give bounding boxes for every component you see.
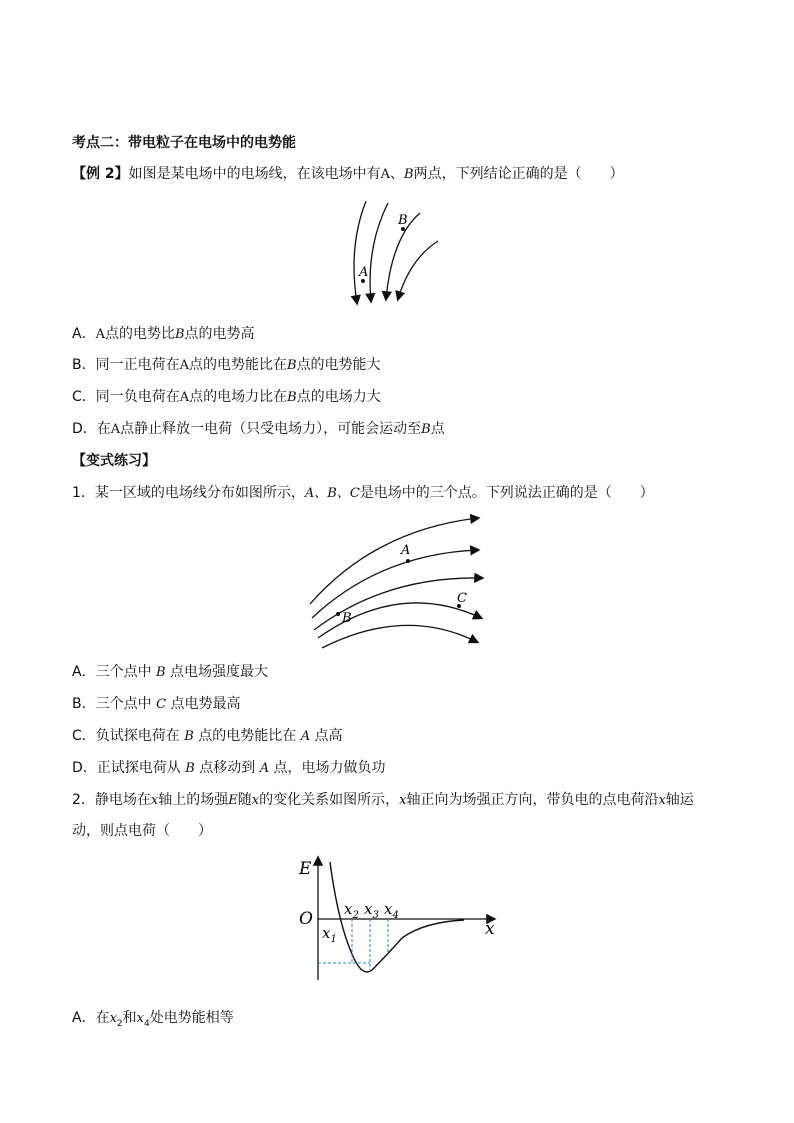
field-line-4 <box>398 241 438 299</box>
field-line-1 <box>354 201 369 303</box>
label-x-axis: x <box>485 919 495 939</box>
example-tag: 【例 2】 <box>72 166 129 182</box>
q1-label-a: A <box>401 543 411 558</box>
example-option-d: D．在A点静止释放一电荷（只受电场力），可能会运动至B点 <box>72 421 445 437</box>
q1-label-c: C <box>457 591 467 606</box>
q1-stem: 1．某一区域的电场线分布如图所示，A、B、C是电场中的三个点。下列说法正确的是（ ） <box>72 485 654 501</box>
label-x4: $x_4$ <box>384 900 399 921</box>
label-b: B <box>398 213 408 228</box>
q1-point-b <box>336 612 340 616</box>
q1-option-d: D．正试探电荷从 B 点移动到 A 点，电场力做负功 <box>72 760 386 776</box>
label-e: E <box>299 859 312 879</box>
q1-field-line-1 <box>310 518 478 604</box>
q1-option-a: A．三个点中 B 点电场强度最大 <box>72 664 269 680</box>
q2-option-a: A．在$x_2$和$x_4$处电势能相等 <box>72 1010 234 1029</box>
label-x1: $x_1$ <box>322 924 337 945</box>
field-line-2 <box>370 203 388 301</box>
q1-point-a <box>406 559 410 563</box>
q2-stem-line2: 动，则点电荷（ ） <box>72 823 212 839</box>
example-option-b: B．同一正电荷在A点的电势能比在B点的电势能大 <box>72 357 381 373</box>
q1-field-lines-figure <box>305 512 490 654</box>
practice-header: 【变式练习】 <box>72 453 156 469</box>
example-option-a: A．A点的电势比B点的电势高 <box>72 326 255 342</box>
example-2-question: 【例 2】如图是某电场中的电场线，在该电场中有A、B两点，下列结论正确的是（ ） <box>72 166 624 182</box>
example-field-lines-figure <box>340 197 450 309</box>
label-o: O <box>299 909 313 929</box>
label-x3: $x_3$ <box>364 900 379 921</box>
q1-option-c: C．负试探电荷在 B 点的电势能比在 A 点高 <box>72 728 343 744</box>
q1-label-b: B <box>342 611 352 626</box>
q1-field-line-5 <box>322 625 477 648</box>
q2-stem-line1: 2．静电场在x轴上的场强E随x的变化关系如图所示，x轴正向为场强正方向，带负电的点电荷沿x轴运 <box>72 792 694 808</box>
label-x2: $x_2$ <box>344 900 359 921</box>
example-option-c: C．同一负电荷在A点的电场力比在B点的电场力大 <box>72 389 381 405</box>
label-a: A <box>359 265 369 280</box>
q2-e-x-graph <box>294 852 504 984</box>
section-title: 考点二：带电粒子在电场中的电势能 <box>72 135 296 151</box>
q1-option-b: B．三个点中 C 点电势最高 <box>72 696 241 712</box>
